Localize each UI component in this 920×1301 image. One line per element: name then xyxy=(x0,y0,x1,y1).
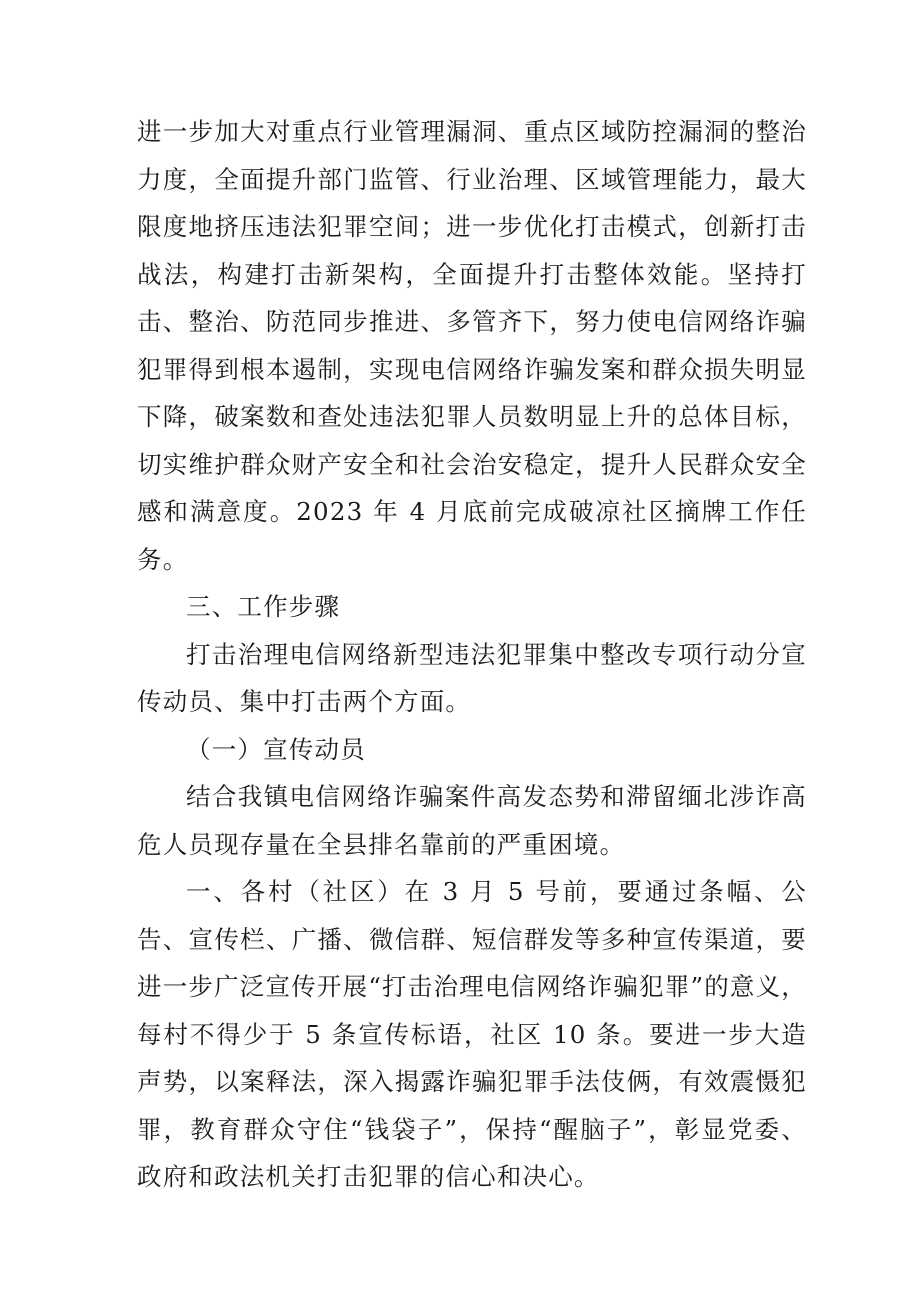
document-body xyxy=(137,108,807,1201)
paragraph-publicity-item-one: 一、各村（社区）在 3 月 5 号前，要通过条幅、公告、宣传栏、广播、微信群、短信群发等多种宣传渠道，要进一步广泛宣传开展“打击治理电信网络诈骗犯罪”的意义，每村不得少于 5 条宣传标语，社区 10 条。要进一步大造声势，以案释法，深入揭露诈骗犯罪手法伎俩，有效震慑犯罪，教育群众守住“钱袋子”，保持“醒脑子”，彰显党委、政府和政法机关打击犯罪的信心和决心。 xyxy=(137,877,807,1191)
paragraph-action-overview: 打击治理电信网络新型违法犯罪集中整改专项行动分宣传动员、集中打击两个方面。 xyxy=(137,639,807,716)
section-heading-work-steps: 三、工作步骤 xyxy=(186,592,341,621)
paragraph-publicity-context: 结合我镇电信网络诈骗案件高发态势和滞留缅北涉诈高危人员现存量在全县排名靠前的严重困境。 xyxy=(137,782,807,859)
paragraph-goals-continued: 进一步加大对重点行业管理漏洞、重点区域防控漏洞的整治力度，全面提升部门监管、行业治理、区域管理能力，最大限度地挤压违法犯罪空间；进一步优化打击模式，创新打击战法，构建打击新架构，全面提升打击整体效能。坚持打击、整治、防范同步推进、多管齐下，努力使电信网络诈骗犯罪得到根本遏制，实现电信网络诈骗发案和群众损失明显下降，破案数和查处违法犯罪人员数明显上升的总体目标，切实维护群众财产安全和社会治安稳定，提升人民群众安全感和满意度。2023 年 4 月底前完成破凉社区摘牌工作任务。 xyxy=(137,117,807,574)
subsection-heading-publicity: （一）宣传动员 xyxy=(186,734,366,764)
